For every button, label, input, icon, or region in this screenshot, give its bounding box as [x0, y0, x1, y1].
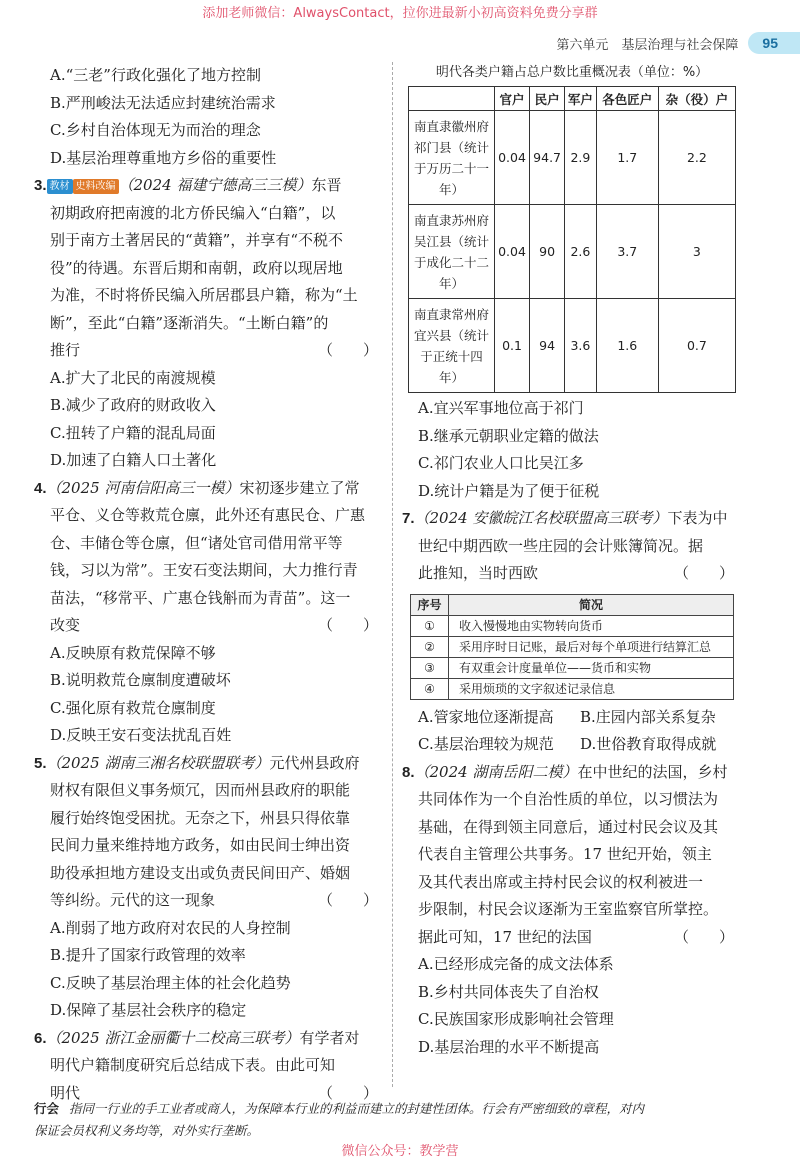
value-cell: 3.6 — [565, 299, 597, 393]
question-number: 3. — [34, 177, 47, 194]
option-c[interactable]: C.民族国家形成影响社会管理 — [418, 1010, 614, 1028]
glossary-definition: 指同一行业的手工业者或商人，为保障本行业的利益而建立的封建性团体。行会有严密细致的章程，对内 — [69, 1101, 645, 1116]
option-b[interactable]: B.说明救荒仓廪制度遭破坏 — [50, 671, 231, 689]
glossary-definition-cont: 保证会员权利义务均等，对外实行垄断。 — [34, 1123, 260, 1138]
option-b[interactable]: B.减少了政府的财政收入 — [50, 396, 216, 414]
glossary-footnote — [34, 1098, 754, 1142]
option-b[interactable]: B.严刑峻法无法适应封建统治需求 — [50, 93, 276, 112]
question-text-line: 民间力量来维持地方政务，如由民间士绅出资 — [50, 836, 351, 854]
answer-blank[interactable]: （ ） — [317, 341, 378, 359]
index-cell: ② — [411, 636, 449, 657]
region-cell: 南直隶常州府宜兴县（统计于正统十四年） — [409, 299, 495, 393]
table-header-cell: 序号 — [411, 594, 449, 615]
option-row — [402, 731, 742, 759]
desc-cell: 采用序时日记账，最后对每个单项进行结算汇总 — [449, 636, 734, 657]
manor-accounts-table — [410, 594, 734, 700]
textbook-tag: 教材 — [47, 179, 73, 194]
question-text-line: 财权有限但义事务烦冗，因而州县政府的职能 — [50, 781, 351, 799]
question-number: 8. — [402, 763, 415, 781]
column-divider — [392, 62, 393, 1087]
question-text-line: 为准，不时将侨民编入所居郡县户籍，称为“土 — [50, 286, 358, 304]
option-a[interactable]: A.扩大了北民的南渡规模 — [50, 368, 216, 387]
table-header-cell: 各色匠户 — [596, 87, 658, 111]
option-d[interactable]: D.统计户籍是为了便于征税 — [418, 481, 600, 500]
table-row — [409, 111, 736, 205]
answer-blank[interactable]: （ ） — [317, 1083, 378, 1102]
question-6 — [34, 1025, 386, 1108]
glossary-term: 行会 — [34, 1101, 60, 1116]
question-text-line: 及其代表出席或主持村民会议的权利被进一 — [418, 872, 704, 891]
value-cell: 2.9 — [565, 111, 597, 205]
q6-options — [402, 395, 742, 505]
option-d[interactable]: D.世俗教育取得成就 — [580, 735, 717, 753]
question-4 — [34, 475, 386, 750]
question-text-line: 代表自主管理公共事务。17 世纪开始，领主 — [418, 845, 712, 863]
bottom-watermark: 微信公众号：教学营 — [341, 1144, 459, 1159]
index-cell: ④ — [411, 678, 449, 699]
question-source: （2024 福建宁德高三三模） — [118, 176, 312, 194]
question-number: 4. — [34, 479, 47, 497]
question-source: （2025 浙江金丽衢十二校高三联考） — [46, 1028, 300, 1047]
table-header-row — [411, 594, 734, 615]
q2-options — [34, 62, 386, 172]
question-text-line: 助役承担地方建设支出或负责民间田产、婚姻 — [50, 863, 351, 882]
answer-blank[interactable]: （ ） — [673, 927, 734, 946]
question-text-line: 据此可知，17 世纪的法国 — [418, 927, 592, 946]
question-text: 在中世纪的法国，乡村 — [577, 762, 728, 781]
question-text-line: 基础，在得到领主同意后，通过村民会议及其 — [418, 817, 719, 836]
desc-cell: 采用烦琐的文字叙述记录信息 — [449, 678, 734, 699]
index-cell: ③ — [411, 657, 449, 678]
option-d[interactable]: D.加速了白籍人口土著化 — [50, 451, 217, 469]
value-cell: 2.6 — [565, 205, 597, 299]
value-cell: 3.7 — [596, 205, 658, 299]
region-cell: 南直隶苏州府吴江县（统计于成化二十二年） — [409, 205, 495, 299]
question-text-line: 断”，至此“白籍”逐渐消失。“土断白籍”的 — [50, 313, 329, 332]
option-d[interactable]: D.反映王安石变法扰乱百姓 — [50, 726, 232, 744]
question-source: （2024 湖南岳阳二模） — [414, 762, 578, 781]
option-b[interactable]: B.乡村共同体丧失了自治权 — [418, 982, 599, 1001]
option-c[interactable]: C.乡村自治体现无为而治的理念 — [50, 121, 261, 139]
option-d[interactable]: D.保障了基层社会秩序的稳定 — [50, 1001, 247, 1019]
option-row — [402, 704, 742, 732]
option-a[interactable]: A.反映原有救荒保障不够 — [50, 643, 216, 662]
table-header-row — [409, 87, 736, 111]
question-text-line: 共同体作为一个自治性质的单位，以习惯法为 — [418, 790, 719, 808]
table-header-cell: 官户 — [495, 87, 530, 111]
question-text-line: 推行 — [50, 341, 81, 359]
option-c[interactable]: C.祁门农业人口比吴江多 — [418, 454, 584, 472]
table-row — [409, 299, 736, 393]
value-cell: 2.2 — [658, 111, 735, 205]
option-b[interactable]: B.继承元朝职业定籍的做法 — [418, 426, 599, 445]
option-d[interactable]: D.基层治理的水平不断提高 — [418, 1037, 600, 1056]
table-row — [411, 636, 734, 657]
question-text-line: 役”的待遇。东晋后期和南朝，政府以现居地 — [50, 258, 343, 277]
question-number: 5. — [34, 754, 47, 772]
question-text-line: 仓、丰储仓等仓廪，但“诸处官司借用常平等 — [50, 533, 343, 552]
question-text-line: 钱，习以为常”。王安石变法期间，大力推行青 — [50, 561, 358, 579]
desc-cell: 有双重会计度量单位——货币和实物 — [449, 657, 734, 678]
question-text-line: 初期政府把南渡的北方侨民编入“白籍”，以 — [50, 203, 336, 222]
question-text-line: 此推知，当时西欧 — [418, 564, 539, 582]
option-d[interactable]: D.基层治理尊重地方乡俗的重要性 — [50, 148, 277, 167]
question-source: （2024 安徽皖江名校联盟高三联考） — [414, 509, 668, 527]
question-text-line: 平仓、义仓等救荒仓廪，此外还有惠民仓、广惠 — [50, 506, 366, 524]
value-cell: 1.7 — [596, 111, 658, 205]
table-row — [411, 615, 734, 636]
option-c[interactable]: C.反映了基层治理主体的社会化趋势 — [50, 973, 291, 992]
table-header-cell: 民户 — [530, 87, 565, 111]
table-row — [409, 205, 736, 299]
top-watermark: 添加老师微信：AlwaysContact，拉你进最新小初高资料免费分享群 — [202, 6, 598, 21]
answer-blank[interactable]: （ ） — [673, 564, 734, 582]
value-cell: 1.6 — [596, 299, 658, 393]
option-a[interactable]: A.管家地位逐渐提高 — [418, 707, 554, 726]
value-cell: 90 — [530, 205, 565, 299]
question-text: 有学者对 — [299, 1028, 360, 1047]
page-header — [470, 30, 800, 56]
table-header-cell — [409, 87, 495, 111]
value-cell: 94 — [530, 299, 565, 393]
option-a[interactable]: A.已经形成完备的成文法体系 — [418, 955, 614, 973]
question-text: 宋初逐步建立了常 — [239, 478, 360, 497]
question-text-line: 等纠纷。元代的这一现象 — [50, 891, 216, 909]
question-text-line: 世纪中期西欧一些庄园的会计账簿简况。据 — [418, 536, 704, 555]
option-b[interactable]: B.提升了国家行政管理的效率 — [50, 946, 246, 964]
question-text-line: 改变 — [50, 616, 81, 634]
option-c[interactable]: C.基层治理较为规范 — [418, 735, 554, 753]
table-title: 明代各类户籍占总户数比重概况表（单位：%） — [435, 65, 709, 80]
question-5 — [34, 750, 386, 1025]
question-text-line: 苗法，“移常平、广惠仓钱斛而为青苗”。这一 — [50, 588, 351, 607]
option-c[interactable]: C.扭转了户籍的混乱局面 — [50, 423, 216, 442]
value-cell: 0.7 — [658, 299, 735, 393]
question-text-line: 明代 — [50, 1083, 81, 1102]
question-text-line: 履行始终饱受困扰。无奈之下，州县只得依靠 — [50, 808, 351, 827]
answer-blank[interactable]: （ ） — [317, 891, 378, 909]
answer-blank[interactable]: （ ） — [317, 616, 378, 634]
value-cell: 94.7 — [530, 111, 565, 205]
question-number: 6. — [34, 1029, 47, 1047]
adapted-tag: 史料改编 — [73, 179, 119, 194]
question-7 — [402, 505, 742, 759]
household-ratio-table — [408, 86, 736, 393]
question-text-line: 步限制，村民会议逐渐为王室监察官所掌控。 — [418, 900, 719, 918]
unit-title: 第六单元 基层治理与社会保障 — [556, 37, 739, 53]
region-cell: 南直隶徽州府祁门县（统计于万历二十一年） — [409, 111, 495, 205]
table-header-cell: 杂（役）户 — [658, 87, 735, 111]
option-a[interactable]: A.“三老”行政化强化了地方控制 — [50, 66, 261, 84]
table-row — [411, 657, 734, 678]
option-b[interactable]: B.庄园内部关系复杂 — [580, 707, 716, 726]
question-source: （2025 湖南三湘名校联盟联考） — [46, 753, 270, 772]
value-cell: 0.04 — [495, 205, 530, 299]
left-column — [34, 62, 386, 1107]
question-8 — [402, 759, 742, 1062]
question-text: 元代州县政府 — [269, 753, 360, 772]
table-header-cell: 军户 — [565, 87, 597, 111]
value-cell: 0.1 — [495, 299, 530, 393]
option-a[interactable]: A.削弱了地方政府对农民的人身控制 — [50, 918, 291, 937]
table-header-cell: 简况 — [449, 594, 734, 615]
question-text: 东晋 — [311, 176, 342, 194]
question-text: 下表为中 — [667, 509, 728, 527]
question-source: （2025 河南信阳高三一模） — [46, 478, 240, 497]
option-a[interactable]: A.宜兴军事地位高于祁门 — [418, 399, 584, 417]
value-cell: 0.04 — [495, 111, 530, 205]
table-row — [411, 678, 734, 699]
desc-cell: 收入慢慢地由实物转向货币 — [449, 615, 734, 636]
option-c[interactable]: C.强化原有救荒仓廪制度 — [50, 698, 216, 717]
question-text-line: 别于南方土著居民的“黄籍”，并享有“不税不 — [50, 231, 344, 249]
question-number: 7. — [402, 510, 415, 527]
page-number: 95 — [748, 32, 800, 54]
index-cell: ① — [411, 615, 449, 636]
value-cell: 3 — [658, 205, 735, 299]
right-column — [402, 62, 742, 1061]
question-text-line: 明代户籍制度研究后总结成下表。由此可知 — [50, 1056, 336, 1074]
question-3 — [34, 172, 386, 475]
